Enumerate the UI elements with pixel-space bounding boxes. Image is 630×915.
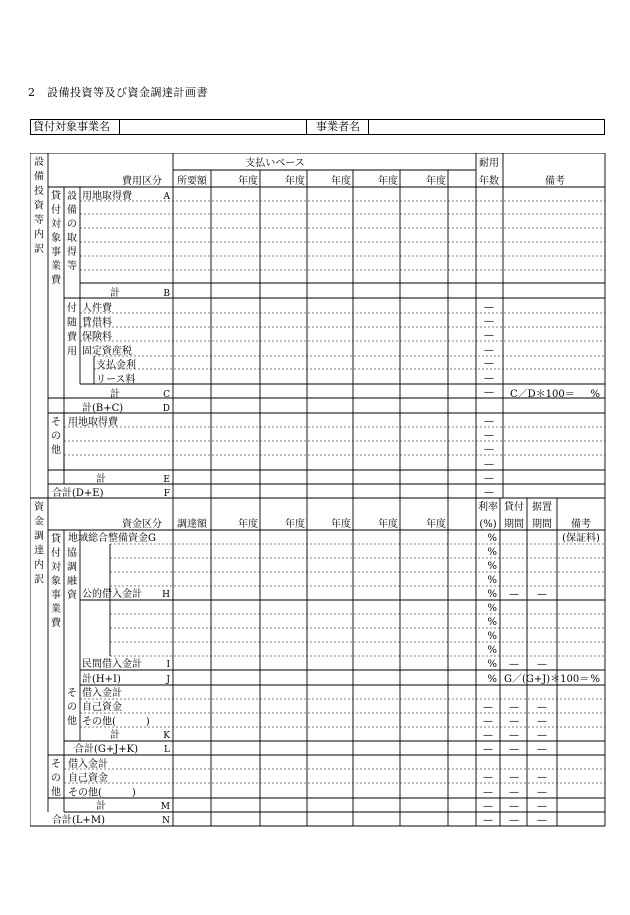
s1-section-label: 備 — [34, 171, 44, 183]
dash-mark: — — [484, 459, 494, 470]
dash-mark: — — [483, 772, 493, 783]
equip-acq-label: 備 — [67, 205, 77, 216]
other-label: の — [51, 431, 61, 442]
land-acq-label: 用地取得費 — [82, 191, 132, 202]
s2-loan-target-label: 事 — [51, 590, 61, 601]
s2-other-label: そ — [67, 688, 77, 699]
s2-loan-target-label: 対 — [51, 562, 61, 573]
loan-target-label: 象 — [51, 233, 61, 244]
coop-finance-label: 融 — [67, 576, 77, 587]
dash-mark: — — [483, 730, 493, 741]
dash-mark: — — [509, 730, 519, 741]
private-loan-label: 民間借入金計 — [82, 659, 142, 670]
ratio-c-formula: C／D＊100＝ — [510, 389, 575, 400]
dash-mark: — — [537, 801, 547, 812]
year-label: 年度 — [378, 519, 398, 530]
other-label: そ — [51, 417, 61, 428]
total-de-label: 合計(D+E) — [52, 488, 104, 499]
row-code-b: B — [163, 289, 170, 299]
subtotal-label: 計 — [110, 288, 120, 299]
row-code-f: F — [163, 489, 170, 499]
row-code-k: K — [163, 731, 170, 741]
other-fund2-item: 自己資金 — [68, 773, 108, 785]
other-label: 他 — [51, 445, 61, 456]
rate-percent: % — [487, 617, 497, 628]
row-code-h: H — [162, 590, 170, 600]
loan-target-label: 事 — [51, 247, 61, 258]
useful-life-label: 耐用 — [479, 158, 499, 169]
other-fund2-item: 借入金計 — [68, 759, 108, 770]
rate-label: (%) — [479, 519, 497, 530]
dash-mark: — — [484, 373, 494, 384]
dash-mark: — — [484, 473, 494, 484]
project-name-label: 貸付対象事業名 — [33, 120, 110, 133]
dash-mark: — — [483, 801, 493, 812]
dash-mark: — — [537, 659, 547, 670]
dash-mark: — — [483, 716, 493, 727]
subtotal-label: 計 — [96, 801, 106, 812]
equip-acq-label: 得 — [67, 247, 77, 258]
other-fund-item: 自己資金 — [82, 702, 122, 714]
dash-mark: — — [484, 358, 494, 369]
incidental-cost-label: 費 — [67, 332, 77, 343]
s1-section-label: 設 — [34, 157, 44, 168]
useful-life-label: 年数 — [479, 176, 499, 187]
dash-mark: — — [483, 815, 493, 826]
dash-mark: — — [537, 702, 547, 713]
incidental-cost-label: 付 — [67, 303, 77, 314]
s2-loan-target-label: 費 — [51, 618, 61, 629]
required-amount-label: 所要額 — [177, 176, 207, 187]
public-loan-label: 公的借入金計 — [82, 589, 142, 600]
s2-other2-label: 他 — [51, 787, 61, 798]
incidental-item: 固定資産税 — [82, 345, 132, 357]
other-fund2-item: その他( ) — [68, 787, 136, 799]
dash-mark: — — [509, 589, 519, 600]
year-label: 年度 — [285, 176, 305, 187]
s1-section-label: 等 — [34, 215, 44, 226]
subtotal-label: 計 — [110, 730, 120, 741]
operator-name-label: 事業者名 — [316, 120, 360, 133]
incidental-item: 人件費 — [82, 303, 112, 314]
total-lm-label: 合計(L+M) — [52, 815, 106, 826]
dash-mark: — — [537, 815, 547, 826]
loan-period-label: 貸付 — [504, 502, 524, 513]
s1-remarks-label: 備考 — [545, 176, 565, 187]
year-label: 年度 — [426, 519, 446, 530]
s2-loan-target-label: 象 — [51, 576, 61, 587]
row-code-d: D — [162, 404, 170, 414]
other-fund-item: 借入金計 — [82, 688, 122, 699]
percent-unit: % — [590, 674, 600, 685]
total-gjk-label: 合計(G+J+K) — [74, 744, 139, 755]
rate-percent: % — [487, 547, 497, 558]
dash-mark: — — [484, 444, 494, 455]
dash-mark: — — [483, 744, 493, 755]
dash-mark: — — [484, 416, 494, 427]
s2-other2-label: そ — [51, 759, 61, 770]
dash-mark: — — [483, 702, 493, 713]
s2-section-label: 調 — [34, 531, 44, 542]
equip-acq-label: 等 — [67, 261, 77, 272]
dash-mark: — — [509, 801, 519, 812]
row-code-e: E — [163, 475, 170, 485]
year-label: 年度 — [285, 519, 305, 530]
dash-mark: — — [484, 345, 494, 356]
coop-finance-label: 協 — [67, 548, 77, 559]
row-code-c: C — [163, 390, 170, 400]
other-land-acq-label: 用地取得費 — [68, 417, 118, 428]
grace-period-label: 期間 — [532, 519, 552, 530]
loan-target-label: 費 — [51, 275, 61, 286]
dash-mark: — — [537, 744, 547, 755]
year-label: 年度 — [238, 519, 258, 530]
dash-mark: — — [509, 815, 519, 826]
dash-mark: — — [537, 787, 547, 798]
row-code-a: A — [163, 192, 170, 202]
equip-acq-label: 設 — [67, 191, 77, 202]
year-label: 年度 — [426, 176, 446, 187]
dash-mark: — — [484, 302, 494, 313]
s2-loan-target-label: 貸 — [51, 534, 61, 545]
rate-percent: % — [487, 561, 497, 572]
other-fund-item: その他( ) — [82, 716, 150, 728]
s2-col-category: 資金区分 — [122, 519, 162, 530]
incidental-cost-label: 随 — [67, 317, 77, 329]
loan-target-label: 付 — [51, 205, 61, 216]
incidental-item: リース料 — [96, 374, 136, 386]
s1-section-label: 内 — [34, 229, 44, 241]
loan-period-label: 期間 — [504, 519, 524, 530]
loan-target-label: 貸 — [51, 191, 61, 202]
equip-acq-label: の — [67, 219, 77, 230]
incidental-item: 保険料 — [82, 331, 112, 343]
s2-section-label: 訳 — [34, 574, 44, 586]
dash-mark: — — [537, 772, 547, 783]
dash-mark: — — [537, 730, 547, 741]
year-label: 年度 — [238, 176, 258, 187]
rate-percent: % — [487, 575, 497, 586]
dash-mark: — — [484, 430, 494, 441]
s2-remarks-label: 備考 — [571, 519, 591, 530]
guarantee-label: (保証料) — [562, 533, 600, 544]
dash-mark: — — [483, 787, 493, 798]
ratio-g-formula: G／(G+J)＊100＝ — [504, 674, 590, 685]
s2-section-label: 内 — [34, 560, 44, 571]
s2-section-label: 金 — [34, 516, 44, 528]
row-code-n: N — [162, 816, 170, 826]
dash-mark: — — [484, 316, 494, 327]
dash-mark: — — [484, 387, 494, 398]
dash-mark: — — [484, 330, 494, 341]
payment-basis-label: 支払いベース — [245, 158, 305, 169]
equip-acq-label: 取 — [67, 233, 77, 244]
incidental-cost-label: 用 — [67, 346, 77, 358]
dash-mark: — — [509, 659, 519, 670]
coop-finance-label: 資 — [67, 590, 77, 601]
incidental-item: 賃借料 — [82, 317, 112, 329]
rate-percent: % — [487, 533, 497, 544]
s1-section-label: 訳 — [34, 244, 44, 255]
row-code-i: I — [166, 660, 170, 670]
rate-percent: % — [487, 645, 497, 656]
dash-mark: — — [537, 716, 547, 727]
page-title: 2 設備投資等及び資金調達計画書 — [28, 86, 208, 99]
s1-section-label: 資 — [34, 200, 44, 212]
s2-other-label: の — [67, 702, 77, 713]
s2-loan-target-label: 付 — [51, 548, 61, 559]
year-label: 年度 — [331, 176, 351, 187]
s2-other-label: 他 — [67, 716, 77, 727]
dash-mark: — — [509, 772, 519, 783]
year-label: 年度 — [331, 519, 351, 530]
loan-target-label: 対 — [51, 219, 61, 230]
s2-section-label: 達 — [34, 545, 44, 557]
row-code-m: M — [160, 802, 170, 812]
rate-percent: % — [487, 589, 497, 600]
rate-label: 利率 — [478, 502, 498, 513]
rate-percent: % — [487, 674, 497, 685]
year-label: 年度 — [378, 176, 398, 187]
percent-unit: % — [590, 389, 600, 400]
total-bc-label: 計(B+C) — [82, 403, 124, 414]
grace-period-label: 据置 — [532, 502, 552, 513]
dash-mark: — — [537, 589, 547, 600]
subtotal-label: 計 — [110, 389, 120, 400]
dash-mark: — — [509, 702, 519, 713]
loan-target-label: 業 — [51, 261, 61, 272]
s2-section-label: 資 — [34, 502, 44, 513]
coop-finance-label: 調 — [67, 562, 77, 573]
project-header-table — [30, 119, 605, 135]
rate-percent: % — [487, 659, 497, 670]
row-code-j: J — [166, 675, 170, 685]
rate-percent: % — [487, 631, 497, 642]
plan-table — [30, 153, 606, 829]
incidental-item: 支払金利 — [96, 360, 136, 372]
rate-percent: % — [487, 603, 497, 614]
dash-mark: — — [484, 487, 494, 498]
dash-mark: — — [509, 744, 519, 755]
regional-fund-label: 地域総合整備資金G — [68, 533, 156, 544]
s2-other2-label: の — [51, 773, 61, 784]
s2-loan-target-label: 業 — [51, 604, 61, 615]
dash-mark: — — [509, 716, 519, 727]
row-code-l: L — [164, 745, 170, 755]
s1-col-category: 費用区分 — [122, 176, 162, 187]
s1-section-label: 投 — [34, 186, 44, 197]
subtotal-label: 計 — [96, 474, 106, 485]
procure-amount-label: 調達額 — [177, 519, 207, 530]
dash-mark: — — [509, 787, 519, 798]
total-hi-label: 計(H+I) — [82, 674, 121, 685]
